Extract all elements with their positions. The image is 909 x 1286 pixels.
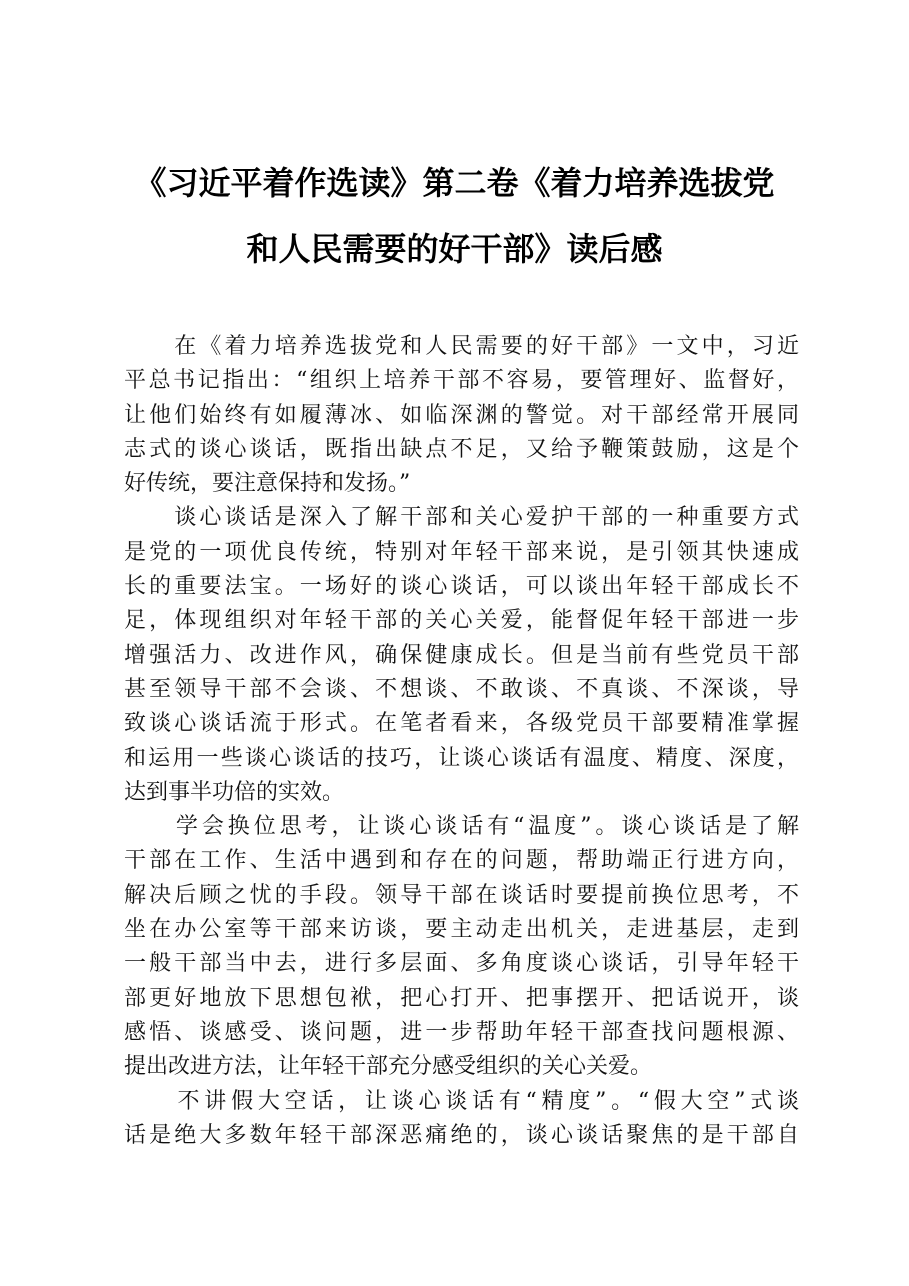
text-line: 在《着力培养选拔党和人民需要的好干部》一文中，习近 — [124, 334, 799, 359]
text-line: 部更好地放下思想包袱，把心打开、把事摆开、把话说开，谈 — [124, 985, 799, 1011]
paragraph-1 — [124, 330, 799, 501]
text-line: 话是绝大多数年轻干部深恶痛绝的，谈心谈话聚焦的是干部自 — [124, 1122, 799, 1148]
text-line: 不讲假大空话，让谈心谈话有“精度”。“假大空”式谈 — [124, 1088, 799, 1114]
paragraph-2 — [124, 501, 799, 810]
document-body — [124, 330, 799, 1153]
text-line: 致谈心谈话流于形式。在笔者看来，各级党员干部要精准掌握 — [124, 711, 799, 737]
text-line: 一般干部当中去，进行多层面、多角度谈心谈话，引导年轻干 — [124, 951, 799, 977]
text-line: 学会换位思考，让谈心谈话有“温度”。谈心谈话是了解 — [124, 814, 799, 840]
title-line-1: 《习近平着作选读》第二卷《着力培养选拔党 — [134, 164, 775, 202]
text-line: 让他们始终有如履薄冰、如临深渊的警觉。对干部经常开展同 — [124, 402, 799, 428]
text-line: 志式的谈心谈话，既指出缺点不足，又给予鞭策鼓励，这是个 — [124, 436, 799, 462]
text-line: 好传统，要注意保持和发扬。” — [124, 471, 411, 497]
title-line-2: 和人民需要的好干部》读后感 — [246, 230, 663, 268]
text-line: 谈心谈话是深入了解干部和关心爱护干部的一种重要方式 — [124, 505, 799, 531]
text-line: 坐在办公室等干部来访谈，要主动走出机关，走进基层，走到 — [124, 917, 799, 943]
paragraph-3 — [124, 810, 799, 1084]
text-line: 增强活力、改进作风，确保健康成长。但是当前有些党员干部 — [124, 642, 799, 668]
text-line: 甚至领导干部不会谈、不想谈、不敢谈、不真谈、不深谈，导 — [124, 676, 799, 702]
text-line: 平总书记指出：“组织上培养干部不容易，要管理好、监督好， — [124, 368, 799, 394]
document-title — [118, 150, 791, 282]
text-line: 提出改进方法，让年轻干部充分感受组织的关心关爱。 — [124, 1054, 653, 1080]
text-line: 干部在工作、生活中遇到和存在的问题，帮助端正行进方向， — [124, 848, 799, 874]
text-line: 是党的一项优良传统，特别对年轻干部来说，是引领其快速成 — [124, 539, 799, 565]
paragraph-4 — [124, 1085, 799, 1154]
text-line: 长的重要法宝。一场好的谈心谈话，可以谈出年轻干部成长不 — [124, 574, 799, 600]
text-line: 达到事半功倍的实效。 — [124, 779, 345, 805]
text-line: 和运用一些谈心谈话的技巧，让谈心谈话有温度、精度、深度， — [124, 745, 799, 771]
text-line: 感悟、谈感受、谈问题，进一步帮助年轻干部查找问题根源、 — [124, 1019, 799, 1045]
text-line: 解决后顾之忧的手段。领导干部在谈话时要提前换位思考，不 — [124, 882, 799, 908]
text-line: 足，体现组织对年轻干部的关心关爱，能督促年轻干部进一步 — [124, 608, 799, 634]
